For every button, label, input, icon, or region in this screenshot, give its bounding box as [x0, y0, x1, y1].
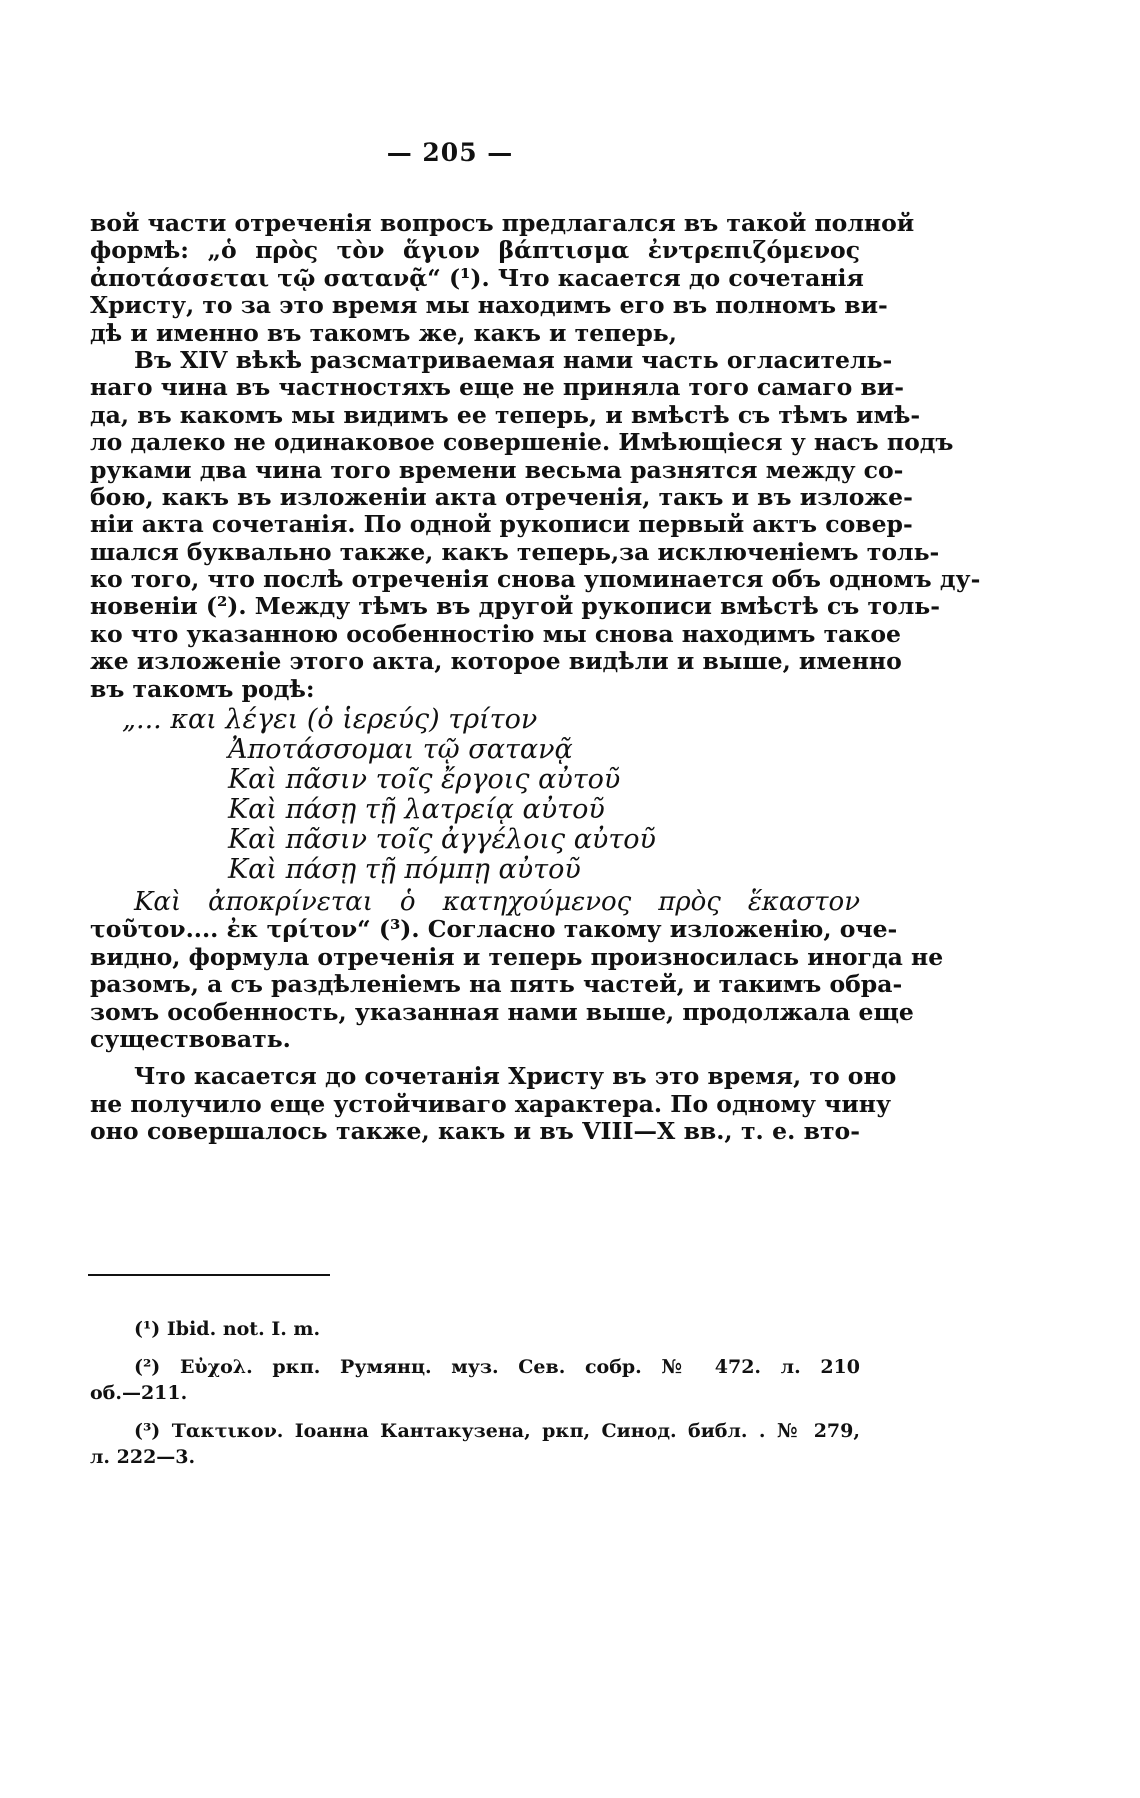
quote-line: Καὶ πάσῃ τῇ λατρείᾳ αὐτοῦ: [228, 794, 605, 826]
paragraph-2: [90, 345, 981, 703]
greek-quote: [90, 705, 860, 885]
text-line: Христу, то за это время мы находимъ его въ полномъ ви-: [90, 291, 888, 320]
text-line: дѣ и именно въ такомъ же, какъ и теперь,: [90, 318, 677, 347]
text-line: оно совершалось также, какъ и въ VIII—X вв., т. е. вто-: [90, 1117, 860, 1146]
page-number: — 205 —: [386, 138, 514, 167]
text-line: ло далеко не одинаковое совершеніе. Имѣющіеся у насъ подъ: [90, 428, 954, 457]
footnote-divider: [88, 1274, 330, 1276]
text-line: вой части отреченія вопросъ предлагался въ такой полной: [90, 209, 915, 237]
footnotes: [90, 1316, 860, 1470]
text-line: разомъ, а съ раздѣленіемъ на пять частей, и такимъ обра-: [90, 970, 903, 999]
text-line: существовать.: [90, 1024, 291, 1053]
footnote-line: (³) Τακτικον. Іоанна Кантакузена, рκп, Синод. библ. . № 279,: [134, 1420, 860, 1442]
text-line: видно, формула отреченія и теперь произносилась иногда не: [90, 942, 944, 971]
text-line: формѣ: „ὁ πρὸς τὸν ἅγιον βάπτισμα ἐντρεπιζόμενος: [90, 236, 860, 265]
paragraph-3: [90, 887, 944, 1053]
footnote-line: (²) Εὐχολ. рκп. Румянц. муз. Сев. собр. № 472. л. 210: [134, 1356, 860, 1378]
text-line: ἀποτάσσεται τῷ σατανᾷ“ (¹). Что касается до сочетанія: [90, 263, 864, 292]
text-line: наго чина въ частностяхъ еще не приняла того самаго ви-: [90, 373, 904, 402]
footnote-line: л. 222—3.: [90, 1446, 196, 1468]
quote-line: Ἀποτάσσομαι τῷ σατανᾷ: [228, 734, 573, 766]
text-line: зомъ особенность, указанная нами выше, продолжала еще: [90, 997, 914, 1026]
main-text: [90, 209, 981, 1146]
text-line: руками два чина того времени весьма разнятся между со-: [90, 455, 904, 484]
text-line: новеніи (²). Между тѣмъ въ другой рукописи вмѣстѣ съ толь-: [90, 592, 940, 621]
footnote-1: [90, 1316, 860, 1342]
quote-line: Καὶ πᾶσιν τοῖς ἀγγέλοις αὐτοῦ: [228, 824, 656, 856]
text-line: ко что указанною особенностію мы снова находимъ такое: [90, 619, 901, 648]
text-line: ніи акта сочетанія. По одной рукописи первый актъ совер-: [90, 510, 913, 539]
footnote-line: об.—211.: [90, 1382, 188, 1404]
text-line: въ такомъ родѣ:: [90, 674, 315, 703]
text-line: бою, какъ въ изложеніи акта отреченія, такъ и въ изложе-: [90, 482, 913, 511]
text-line: шался буквально также, какъ теперь,за исключеніемъ толь-: [90, 537, 940, 566]
text-line: Καὶ ἀποκρίνεται ὁ κατηχούμενος πρὸς ἕκαστον: [134, 887, 860, 918]
text-line: Что касается до сочетанія Христу въ это время, то оно: [134, 1062, 897, 1091]
quote-line: Καὶ πᾶσιν τοῖς ἔργοις αὐτοῦ: [228, 764, 621, 796]
text-line: ко того, что послѣ отреченія снова упоминается объ одномъ ду-: [90, 565, 981, 594]
footnote-3: [90, 1418, 860, 1470]
paragraph-4: [90, 1062, 897, 1146]
footnote-line: (¹) Ibid. not. I. m.: [134, 1318, 321, 1340]
text-line: же изложеніе этого акта, которое видѣли и выше, именно: [90, 647, 902, 676]
quote-line: Καὶ πάσῃ τῇ πόμπῃ αὐτοῦ: [228, 854, 581, 886]
quote-line: „... και λέγει (ὁ ἱερεύς) τρίτον: [122, 704, 538, 736]
paragraph-1: [90, 209, 915, 347]
text-line: да, въ какомъ мы видимъ ее теперь, и вмѣстѣ съ тѣмъ имѣ-: [90, 400, 921, 429]
text-line: Въ XIV вѣкѣ разсматриваемая нами часть огласитель-: [134, 345, 893, 374]
text-line: не получило еще устойчиваго характера. По одному чину: [90, 1089, 892, 1118]
text-line: τοῦτον.... ἐκ τρίτον“ (³). Согласно такому изложенію, оче-: [90, 915, 898, 944]
footnote-2: [90, 1354, 860, 1406]
